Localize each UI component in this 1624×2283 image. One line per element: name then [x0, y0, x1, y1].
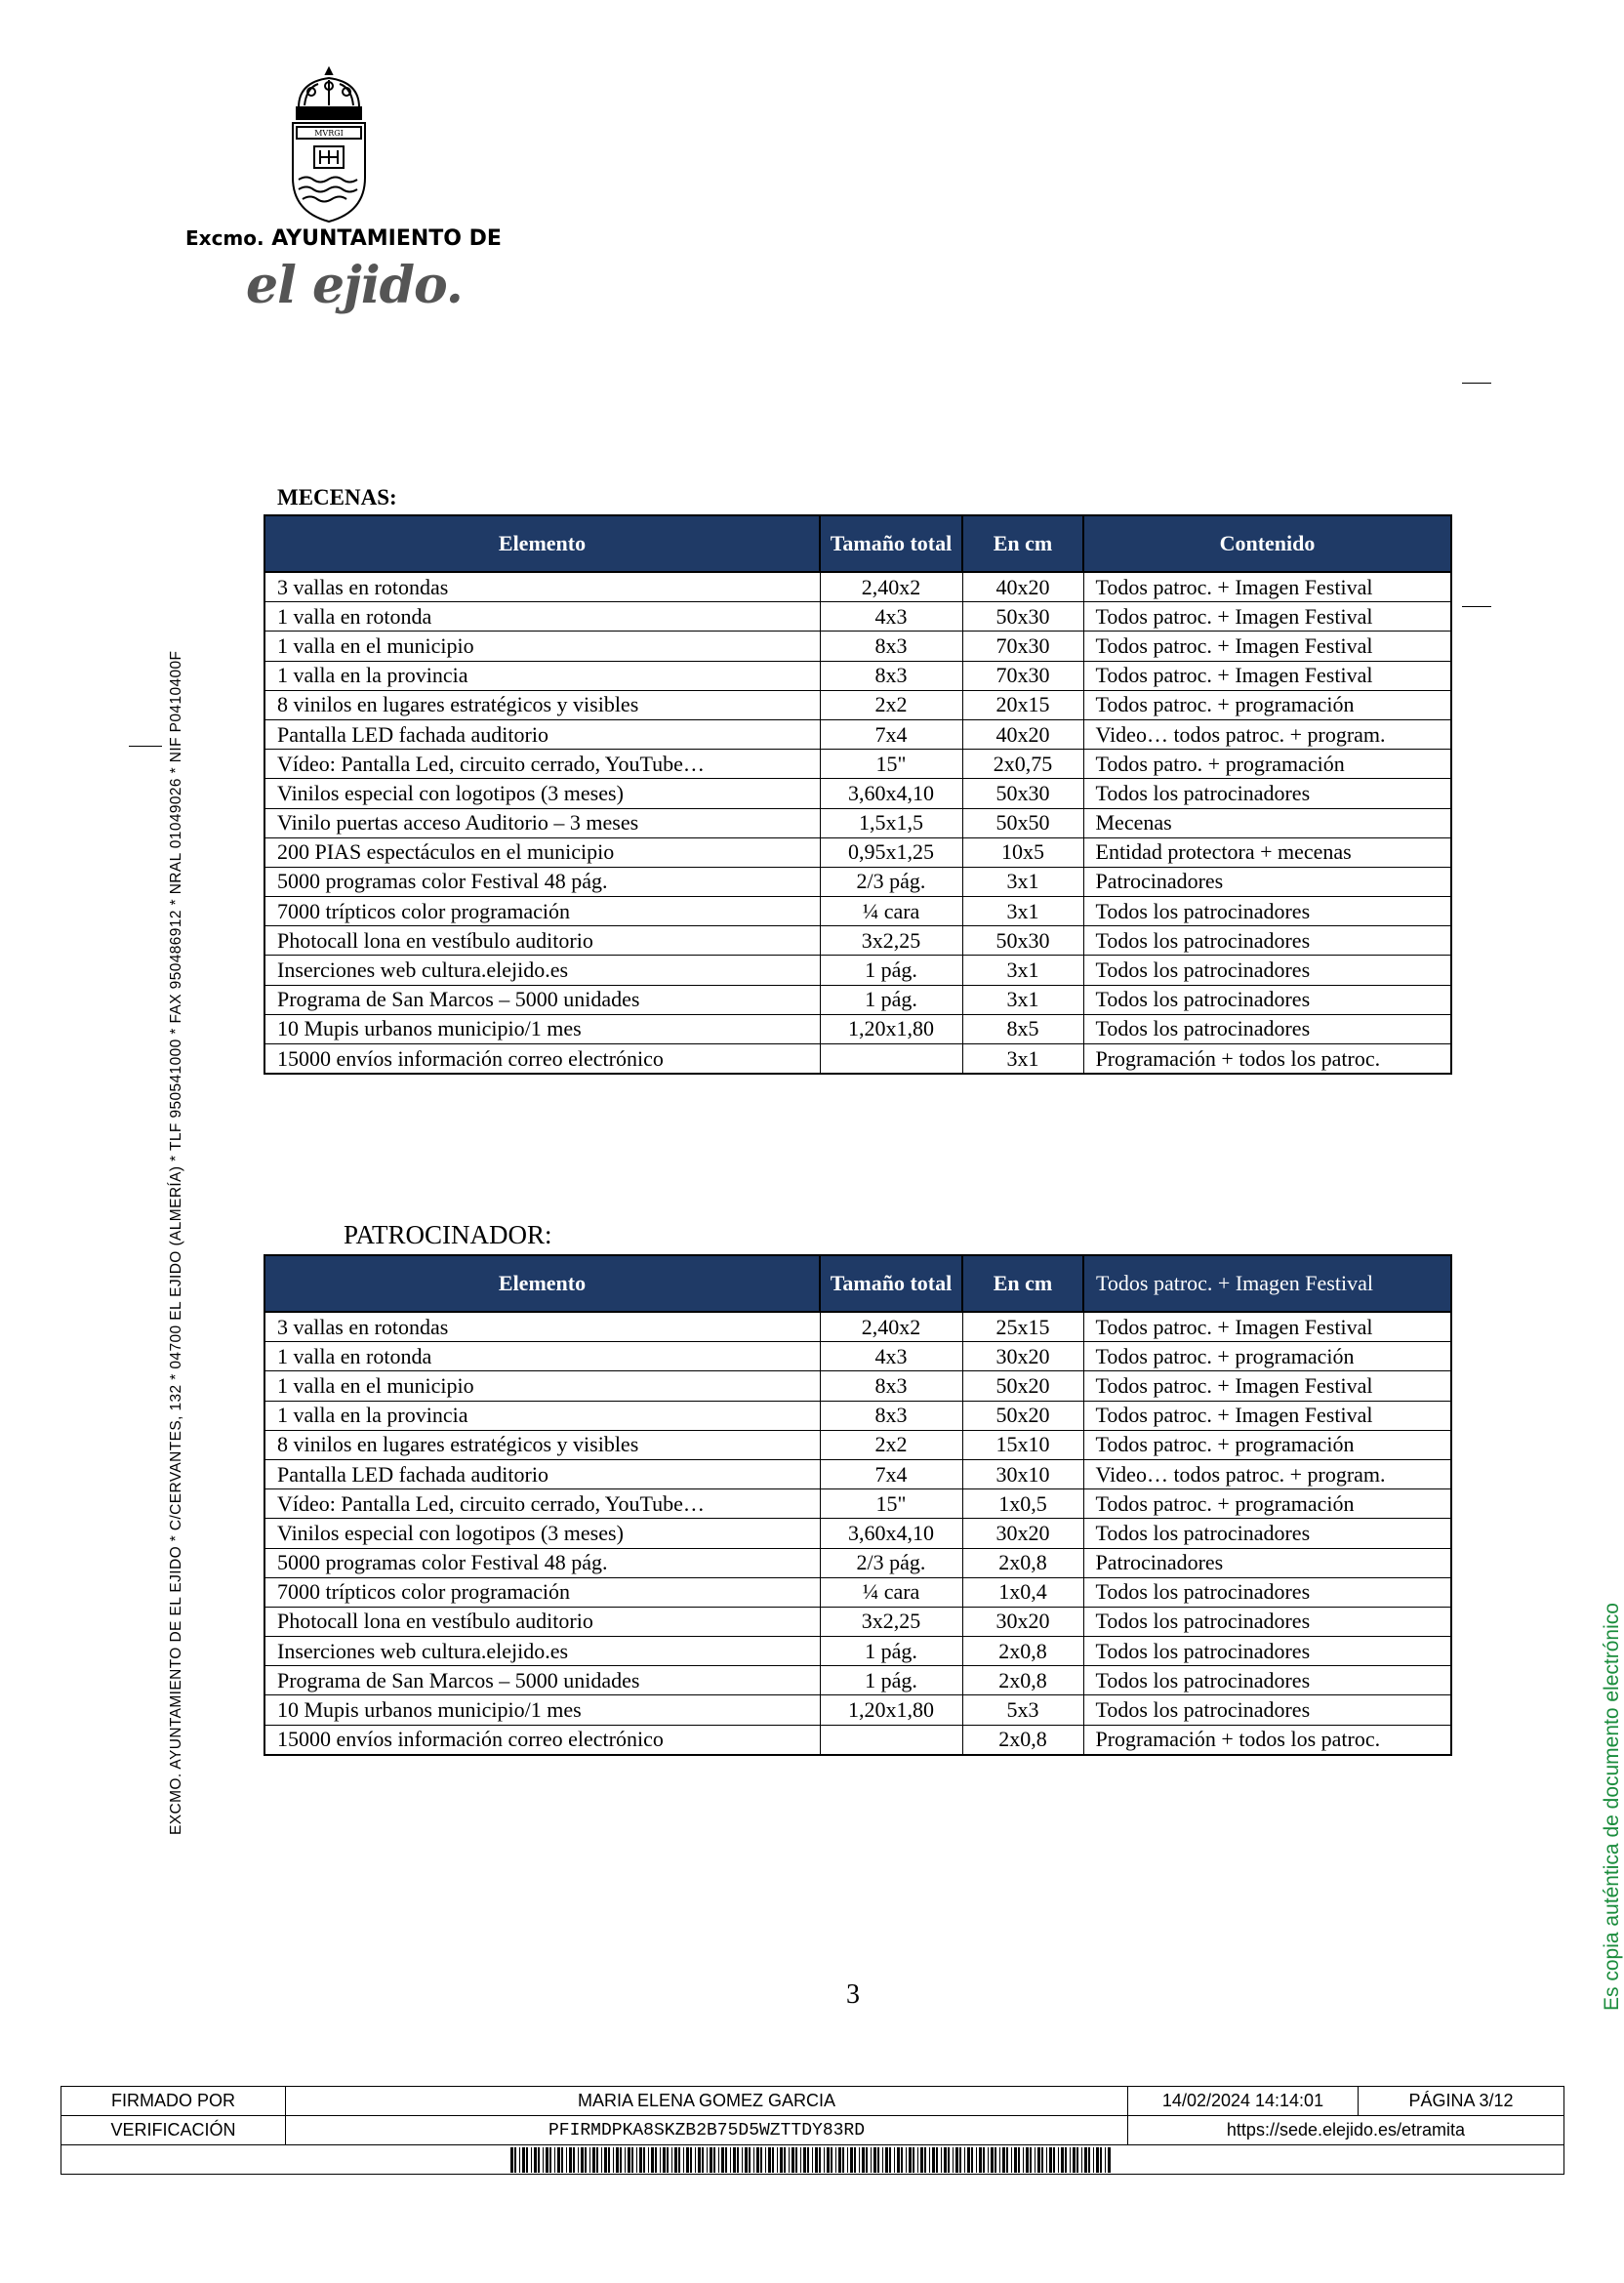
- cell-tamano: [820, 1044, 962, 1075]
- cell-contenido: Entidad protectora + mecenas: [1083, 837, 1451, 867]
- cell-cm: 20x15: [962, 690, 1083, 719]
- cell-elemento: 5000 programas color Festival 48 pág.: [264, 1548, 820, 1577]
- cell-elemento: 5000 programas color Festival 48 pág.: [264, 867, 820, 896]
- cell-contenido: Patrocinadores: [1083, 1548, 1451, 1577]
- cell-elemento: 1 valla en el municipio: [264, 632, 820, 661]
- cell-contenido: Todos patroc. + Imagen Festival: [1083, 572, 1451, 602]
- table-row: [264, 1577, 1451, 1607]
- cell-tamano: 0,95x1,25: [820, 837, 962, 867]
- table-row: [264, 1489, 1451, 1519]
- cell-tamano: [820, 1725, 962, 1755]
- cell-contenido: Todos patroc. + Imagen Festival: [1083, 1401, 1451, 1430]
- cell-cm: 50x30: [962, 602, 1083, 632]
- cell-contenido: Todos patroc. + Imagen Festival: [1083, 1312, 1451, 1342]
- cell-tamano: 3,60x4,10: [820, 779, 962, 808]
- cell-contenido: Todos los patrocinadores: [1083, 1014, 1451, 1043]
- footer-row: [61, 2116, 1564, 2145]
- cell-tamano: 3x2,25: [820, 1607, 962, 1636]
- cell-elemento: Photocall lona en vestíbulo auditorio: [264, 926, 820, 956]
- cell-tamano: 2x2: [820, 1430, 962, 1459]
- table-row: [264, 897, 1451, 926]
- cell-contenido: Todos los patrocinadores: [1083, 1666, 1451, 1695]
- cell-cm: 15x10: [962, 1430, 1083, 1459]
- cell-cm: 50x20: [962, 1371, 1083, 1401]
- authentic-copy-text: Es copia auténtica de documento electrónico: [1601, 1603, 1623, 2011]
- column-header: Contenido: [1083, 515, 1451, 572]
- mecenas-title: MECENAS:: [277, 485, 397, 510]
- table-row: [264, 1371, 1451, 1401]
- cell-tamano: ¼ cara: [820, 897, 962, 926]
- cell-contenido: Mecenas: [1083, 808, 1451, 837]
- cell-contenido: Todos patroc. + programación: [1083, 690, 1451, 719]
- cell-contenido: Todos los patrocinadores: [1083, 985, 1451, 1014]
- table-row: [264, 1014, 1451, 1043]
- cell-tamano: 8x3: [820, 1371, 962, 1401]
- table-row: [264, 1725, 1451, 1755]
- cell-tamano: 2,40x2: [820, 1312, 962, 1342]
- cell-elemento: Pantalla LED fachada auditorio: [264, 719, 820, 749]
- cell-cm: 3x1: [962, 985, 1083, 1014]
- cell-contenido: Todos patro. + programación: [1083, 750, 1451, 779]
- cell-cm: 1x0,5: [962, 1489, 1083, 1519]
- table-row: [264, 779, 1451, 808]
- cell-tamano: 1,5x1,5: [820, 808, 962, 837]
- cell-tamano: 1 pág.: [820, 985, 962, 1014]
- cell-tamano: 2,40x2: [820, 572, 962, 602]
- signature-footer: [61, 2086, 1564, 2175]
- patrocinador-table: [264, 1254, 1452, 1756]
- table-row: [264, 750, 1451, 779]
- cell-elemento: 1 valla en el municipio: [264, 1371, 820, 1401]
- cell-elemento: 7000 trípticos color programación: [264, 897, 820, 926]
- header-title: Excmo. AYUNTAMIENTO DE: [185, 226, 502, 251]
- cell-cm: 30x10: [962, 1459, 1083, 1488]
- cell-elemento: Vídeo: Pantalla Led, circuito cerrado, YouTube…: [264, 750, 820, 779]
- patrocinador-title: PATROCINADOR:: [344, 1220, 552, 1249]
- column-header: Elemento: [264, 1255, 820, 1312]
- margin-mark: [129, 746, 162, 747]
- verification-label: VERIFICACIÓN: [61, 2116, 286, 2145]
- barcode-icon: [510, 2147, 1116, 2173]
- cell-tamano: 1,20x1,80: [820, 1695, 962, 1725]
- column-header: Tamaño total: [820, 1255, 962, 1312]
- cell-tamano: 15": [820, 750, 962, 779]
- cell-tamano: 15": [820, 1489, 962, 1519]
- cell-elemento: 3 vallas en rotondas: [264, 1312, 820, 1342]
- cell-elemento: Vídeo: Pantalla Led, circuito cerrado, YouTube…: [264, 1489, 820, 1519]
- cell-tamano: 2/3 pág.: [820, 867, 962, 896]
- cell-tamano: 8x3: [820, 1401, 962, 1430]
- cell-elemento: Inserciones web cultura.elejido.es: [264, 956, 820, 985]
- cell-cm: 30x20: [962, 1342, 1083, 1371]
- cell-elemento: Vinilos especial con logotipos (3 meses): [264, 779, 820, 808]
- cell-contenido: Todos patroc. + Imagen Festival: [1083, 632, 1451, 661]
- table-row: [264, 1607, 1451, 1636]
- barcode-cell: [61, 2145, 1564, 2175]
- cell-cm: 30x20: [962, 1607, 1083, 1636]
- cell-elemento: Photocall lona en vestíbulo auditorio: [264, 1607, 820, 1636]
- cell-cm: 3x1: [962, 867, 1083, 896]
- margin-mark: [1462, 383, 1491, 384]
- cell-contenido: Todos patroc. + programación: [1083, 1430, 1451, 1459]
- cell-elemento: 10 Mupis urbanos municipio/1 mes: [264, 1014, 820, 1043]
- page-number: 3: [846, 1979, 860, 2010]
- cell-cm: 40x20: [962, 572, 1083, 602]
- table-row: [264, 1519, 1451, 1548]
- cell-cm: 50x30: [962, 779, 1083, 808]
- cell-elemento: 15000 envíos información correo electrónico: [264, 1044, 820, 1075]
- cell-elemento: 1 valla en la provincia: [264, 661, 820, 690]
- cell-tamano: 8x3: [820, 632, 962, 661]
- verification-code: PFIRMDPKA8SKZB2B75D5WZTTDY83RD: [286, 2116, 1128, 2145]
- table-row: [264, 1459, 1451, 1488]
- crest-label: MVRGI: [314, 129, 344, 138]
- page-indicator: PÁGINA 3/12: [1359, 2087, 1564, 2116]
- cell-contenido: Todos patroc. + Imagen Festival: [1083, 602, 1451, 632]
- table-row: [264, 661, 1451, 690]
- cell-cm: 3x1: [962, 1044, 1083, 1075]
- cell-elemento: 7000 trípticos color programación: [264, 1577, 820, 1607]
- cell-cm: 50x30: [962, 926, 1083, 956]
- cell-cm: 3x1: [962, 956, 1083, 985]
- table-row: [264, 1044, 1451, 1075]
- cell-cm: 30x20: [962, 1519, 1083, 1548]
- margin-mark: [1462, 606, 1491, 607]
- cell-elemento: 8 vinilos en lugares estratégicos y visibles: [264, 1430, 820, 1459]
- cell-contenido: Todos los patrocinadores: [1083, 779, 1451, 808]
- column-header: Elemento: [264, 515, 820, 572]
- cell-tamano: 7x4: [820, 1459, 962, 1488]
- table-row: [264, 602, 1451, 632]
- cell-tamano: 2x2: [820, 690, 962, 719]
- cell-cm: 2x0,8: [962, 1666, 1083, 1695]
- cell-contenido: Programación + todos los patroc.: [1083, 1044, 1451, 1075]
- city-logo: [185, 61, 502, 353]
- coat-of-arms-icon: [285, 61, 373, 226]
- cell-tamano: 4x3: [820, 602, 962, 632]
- cell-elemento: 1 valla en la provincia: [264, 1401, 820, 1430]
- table-row: [264, 985, 1451, 1014]
- cell-cm: 50x20: [962, 1401, 1083, 1430]
- table-row: [264, 1312, 1451, 1342]
- cell-cm: 70x30: [962, 661, 1083, 690]
- column-header: En cm: [962, 1255, 1083, 1312]
- cell-elemento: 200 PIAS espectáculos en el municipio: [264, 837, 820, 867]
- cell-contenido: Video… todos patroc. + program.: [1083, 719, 1451, 749]
- cell-tamano: 7x4: [820, 719, 962, 749]
- table-header-row: [264, 1255, 1451, 1312]
- table-row: [264, 1666, 1451, 1695]
- cell-cm: 2x0,8: [962, 1637, 1083, 1666]
- table-row: [264, 1548, 1451, 1577]
- cell-contenido: Todos patroc. + programación: [1083, 1489, 1451, 1519]
- cell-cm: 2x0,8: [962, 1548, 1083, 1577]
- cell-elemento: Inserciones web cultura.elejido.es: [264, 1637, 820, 1666]
- cell-contenido: Todos los patrocinadores: [1083, 1695, 1451, 1725]
- cell-cm: 70x30: [962, 632, 1083, 661]
- column-header: Todos patroc. + Imagen Festival: [1083, 1255, 1451, 1312]
- table-row: [264, 956, 1451, 985]
- cell-contenido: Patrocinadores: [1083, 867, 1451, 896]
- cell-contenido: Todos los patrocinadores: [1083, 926, 1451, 956]
- cell-contenido: Todos los patrocinadores: [1083, 897, 1451, 926]
- verification-url[interactable]: https://sede.elejido.es/etramita: [1128, 2116, 1564, 2145]
- cell-elemento: 15000 envíos información correo electrónico: [264, 1725, 820, 1755]
- signer-name: MARIA ELENA GOMEZ GARCIA: [286, 2087, 1128, 2116]
- cell-elemento: 1 valla en rotonda: [264, 1342, 820, 1371]
- signed-label: FIRMADO POR: [61, 2087, 286, 2116]
- table-row: [264, 808, 1451, 837]
- table-row: [264, 926, 1451, 956]
- cell-elemento: Vinilos especial con logotipos (3 meses): [264, 1519, 820, 1548]
- cell-elemento: Pantalla LED fachada auditorio: [264, 1459, 820, 1488]
- city-logo-text: el ejido.: [246, 256, 463, 315]
- vertical-address-text: EXCMO. AYUNTAMIENTO DE EL EJIDO * C/CERVANTES, 132 * 04700 EL EJIDO (ALMERÍA) * TLF 950541000 * FAX 950486912 * NRAL 01049026 * NIF P0410400F: [168, 650, 184, 1835]
- cell-elemento: 10 Mupis urbanos municipio/1 mes: [264, 1695, 820, 1725]
- cell-contenido: Todos los patrocinadores: [1083, 956, 1451, 985]
- cell-elemento: 3 vallas en rotondas: [264, 572, 820, 602]
- cell-tamano: ¼ cara: [820, 1577, 962, 1607]
- cell-contenido: Todos los patrocinadores: [1083, 1519, 1451, 1548]
- cell-cm: 8x5: [962, 1014, 1083, 1043]
- cell-tamano: 8x3: [820, 661, 962, 690]
- table-row: [264, 632, 1451, 661]
- cell-contenido: Todos los patrocinadores: [1083, 1637, 1451, 1666]
- table-row: [264, 690, 1451, 719]
- cell-contenido: Video… todos patroc. + program.: [1083, 1459, 1451, 1488]
- cell-contenido: Todos patroc. + programación: [1083, 1342, 1451, 1371]
- table-row: [264, 837, 1451, 867]
- table-row: [264, 1637, 1451, 1666]
- footer-row: [61, 2087, 1564, 2116]
- cell-tamano: 2/3 pág.: [820, 1548, 962, 1577]
- signature-datetime: 14/02/2024 14:14:01: [1128, 2087, 1359, 2116]
- table-header-row: [264, 515, 1451, 572]
- mecenas-table: [264, 514, 1452, 1075]
- cell-cm: 5x3: [962, 1695, 1083, 1725]
- footer-row: [61, 2145, 1564, 2175]
- cell-contenido: Programación + todos los patroc.: [1083, 1725, 1451, 1755]
- table-row: [264, 867, 1451, 896]
- cell-cm: 50x50: [962, 808, 1083, 837]
- cell-cm: 40x20: [962, 719, 1083, 749]
- cell-cm: 3x1: [962, 897, 1083, 926]
- cell-tamano: 3,60x4,10: [820, 1519, 962, 1548]
- table-row: [264, 1430, 1451, 1459]
- table-row: [264, 1401, 1451, 1430]
- column-header: Tamaño total: [820, 515, 962, 572]
- cell-tamano: 1 pág.: [820, 956, 962, 985]
- table-row: [264, 719, 1451, 749]
- cell-contenido: Todos los patrocinadores: [1083, 1577, 1451, 1607]
- cell-tamano: 3x2,25: [820, 926, 962, 956]
- cell-tamano: 4x3: [820, 1342, 962, 1371]
- cell-cm: 2x0,8: [962, 1725, 1083, 1755]
- cell-elemento: 1 valla en rotonda: [264, 602, 820, 632]
- cell-cm: 1x0,4: [962, 1577, 1083, 1607]
- cell-tamano: 1,20x1,80: [820, 1014, 962, 1043]
- column-header: En cm: [962, 515, 1083, 572]
- cell-contenido: Todos patroc. + Imagen Festival: [1083, 1371, 1451, 1401]
- cell-cm: 2x0,75: [962, 750, 1083, 779]
- cell-elemento: Programa de San Marcos – 5000 unidades: [264, 985, 820, 1014]
- cell-tamano: 1 pág.: [820, 1666, 962, 1695]
- table-row: [264, 1695, 1451, 1725]
- cell-elemento: 8 vinilos en lugares estratégicos y visibles: [264, 690, 820, 719]
- cell-cm: 25x15: [962, 1312, 1083, 1342]
- table-row: [264, 572, 1451, 602]
- cell-tamano: 1 pág.: [820, 1637, 962, 1666]
- cell-contenido: Todos los patrocinadores: [1083, 1607, 1451, 1636]
- table-row: [264, 1342, 1451, 1371]
- cell-cm: 10x5: [962, 837, 1083, 867]
- cell-contenido: Todos patroc. + Imagen Festival: [1083, 661, 1451, 690]
- cell-elemento: Vinilo puertas acceso Auditorio – 3 meses: [264, 808, 820, 837]
- cell-elemento: Programa de San Marcos – 5000 unidades: [264, 1666, 820, 1695]
